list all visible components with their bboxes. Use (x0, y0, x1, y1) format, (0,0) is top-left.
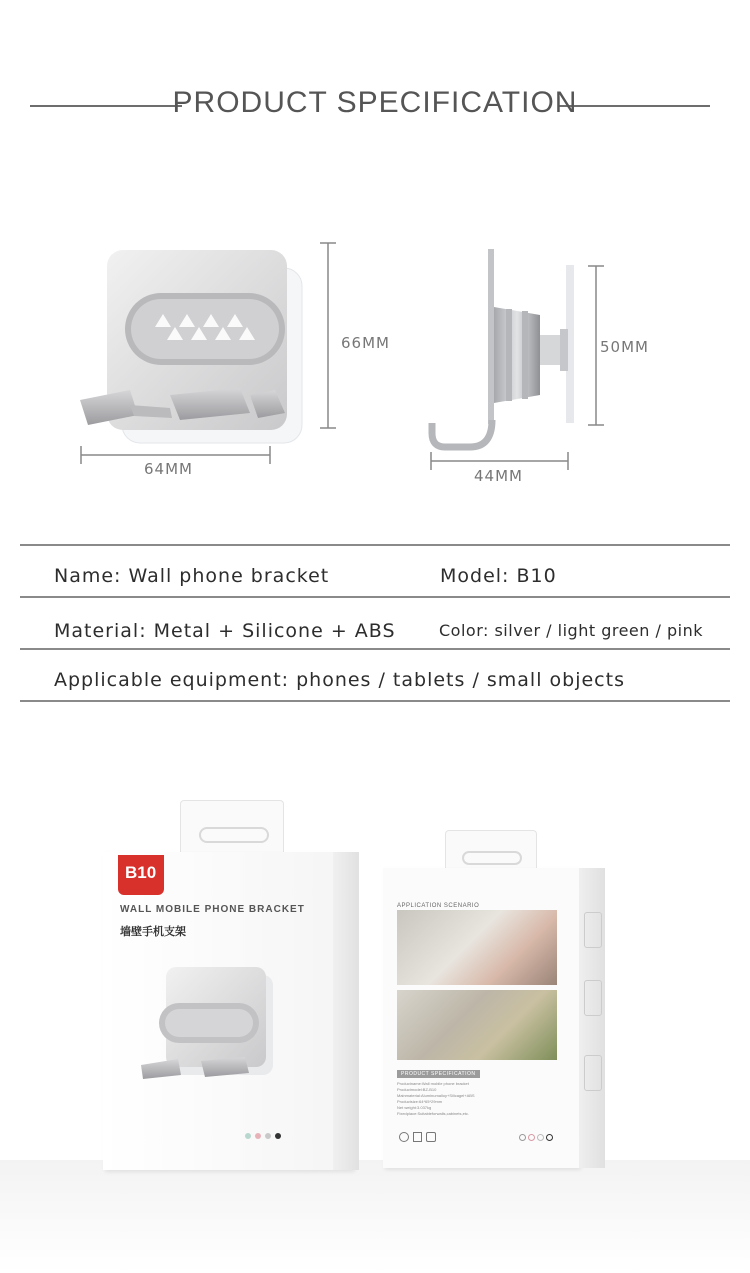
back-spec-line: Productsize:64*65*29mm (397, 1099, 443, 1104)
spec-equipment: Applicable equipment: phones / tablets / small objects (54, 669, 625, 691)
side-depth-label: 44MM (474, 467, 523, 485)
package-front-side (333, 852, 359, 1170)
spec-name: Name: Wall phone bracket (54, 565, 330, 587)
install-step-3 (584, 1055, 602, 1091)
back-spec-line: Mainmaterial:Aluminumalloy+Silicagel+ABS (397, 1093, 475, 1098)
scenario-label: APPLICATION SCENARIO (397, 903, 480, 909)
back-color-dot (528, 1134, 535, 1141)
model-badge (118, 855, 164, 895)
fragile-icon (426, 1132, 436, 1142)
package-title-en: WALL MOBILE PHONE BRACKET (120, 904, 305, 915)
front-view-illustration (60, 230, 360, 470)
trash-icon (413, 1132, 422, 1142)
back-spec-line: Net weight:3.037kg (397, 1105, 432, 1110)
package-back (383, 830, 623, 1170)
recycle-icon (399, 1132, 409, 1142)
side-view-illustration (420, 245, 580, 460)
back-spec-label: PRODUCT SPECIFICATION (397, 1070, 480, 1078)
floor-reflection (0, 1160, 750, 1273)
back-color-dot (519, 1134, 526, 1141)
back-color-dot (537, 1134, 544, 1141)
spec-rule-top (20, 544, 730, 546)
back-hanger-hole (462, 851, 522, 865)
spec-material: Material: Metal + Silicone + ABS (54, 620, 396, 642)
color-dot-green (245, 1133, 251, 1139)
scenario-photo-bath (397, 910, 557, 985)
back-spec-line: Fixedplace:Suitableforwalls,cabinets,etc. (397, 1111, 470, 1116)
package-title-cn: 墙壁手机支架 (120, 926, 186, 938)
side-height-label: 50MM (600, 338, 649, 356)
page-title: PRODUCT SPECIFICATION (172, 86, 578, 119)
spec-rule-bottom (20, 700, 730, 702)
spec-rule-2 (20, 596, 730, 598)
package-front (103, 800, 365, 1175)
hanger-hole (199, 827, 269, 843)
scenario-photo-kitchen (397, 990, 557, 1060)
install-step-2 (584, 980, 602, 1016)
install-step-1 (584, 912, 602, 948)
back-spec-line: Productname:Wall mobile phone bracket (397, 1081, 469, 1086)
back-spec-lines (397, 1081, 557, 1117)
model-badge-text: B10 (125, 863, 157, 882)
spec-color: Color: silver / light green / pink (439, 621, 703, 640)
color-dot-silver (265, 1133, 271, 1139)
color-dot-pink (255, 1133, 261, 1139)
package-product-image (133, 965, 313, 1090)
spec-rule-3 (20, 648, 730, 650)
front-height-label: 66MM (341, 334, 390, 352)
back-color-dot (546, 1134, 553, 1141)
color-dot-black (275, 1133, 281, 1139)
front-width-label: 64MM (144, 460, 193, 478)
front-height-dimension (318, 242, 338, 430)
back-spec-line: Productmodel:BZ-B10 (397, 1087, 437, 1092)
spec-model: Model: B10 (440, 565, 557, 587)
